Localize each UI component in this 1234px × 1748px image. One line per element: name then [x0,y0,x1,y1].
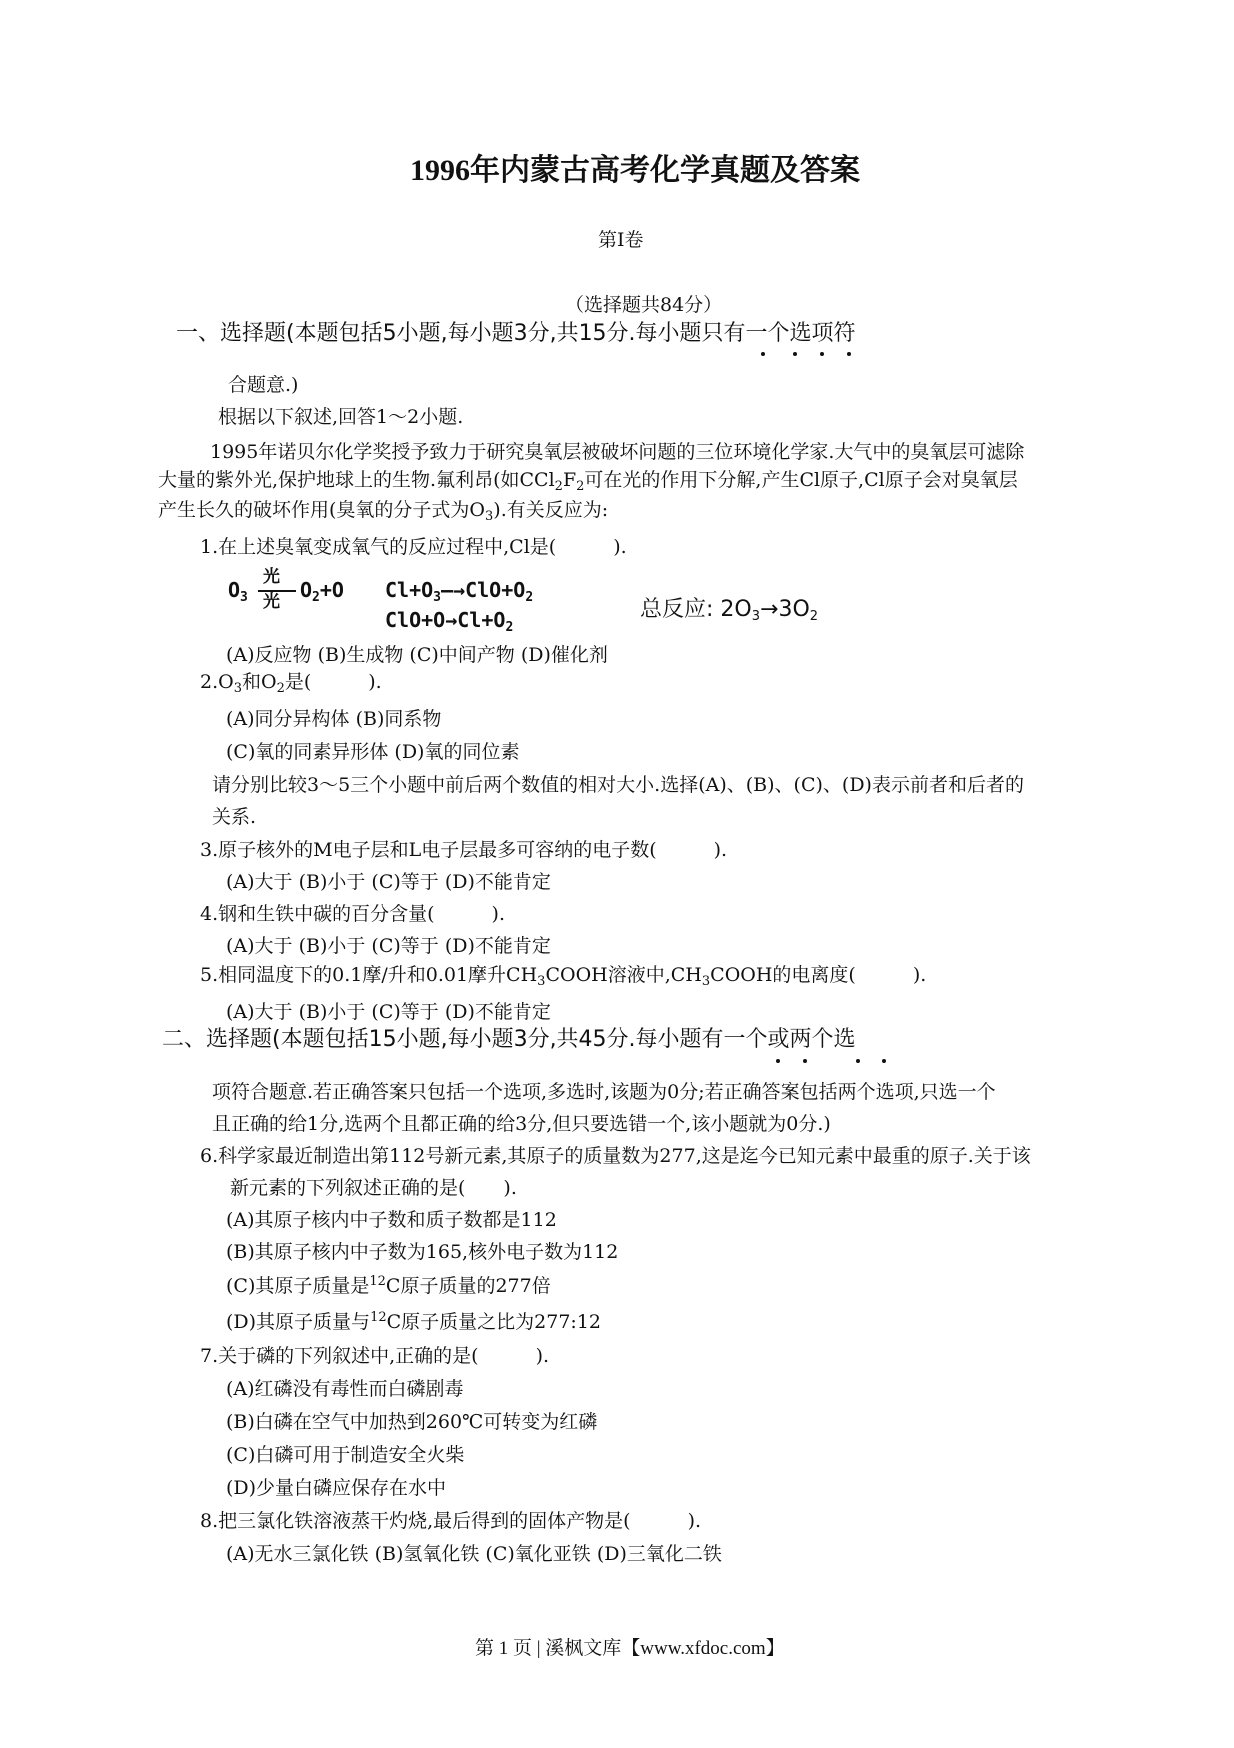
part-note: （选择题共84分） [565,294,723,316]
q6-option-a: (A)其原子核内中子数和质子数都是112 [226,1209,557,1231]
q7-option-d: (D)少量白磷应保存在水中 [226,1477,447,1499]
q4-stem: 4.钢和生铁中碳的百分含量( ). [200,903,505,925]
q6-stem-line-2: 新元素的下列叙述正确的是( ). [230,1177,517,1199]
q2-options-1: (A)同分异构体 (B)同系物 [226,708,442,730]
emphasis-dot [882,1059,886,1063]
equation-ozone-photolysis: $O_3$ [228,578,248,605]
equation-total: 总反应: $2O_3\to 3O_2$ [640,597,819,624]
q3-options: (A)大于 (B)小于 (C)等于 (D)不能肯定 [226,871,551,893]
compare-intro-line-1: 请分别比较3～5三个小题中前后两个数值的相对大小.选择(A)、(B)、(C)、(D)表示前者和后者的 [212,774,1024,796]
q7-option-c: (C)白磷可用于制造安全火柴 [226,1444,465,1466]
q5-stem: 5.相同温度下的0.1摩/升和0.01摩升$CH_3COOH$溶液中$,CH_3COOH$的电离度( ). [200,964,927,989]
volume-label: 第I卷 [598,229,644,251]
q7-stem: 7.关于磷的下列叙述中,正确的是( ). [200,1345,550,1367]
compare-intro-line-2: 关系. [212,806,257,828]
section2-heading: 二、选择题(本题包括15小题,每小题3分,共45分.每小题有一个或两个选 [162,1027,856,1052]
light-condition-top: 光 [263,567,280,587]
q6-option-d: (D)其原子质量与$^{12}$C原子质量之比为277:12 [226,1310,601,1333]
equation-ozone-products: $O_2+O$ [300,578,344,605]
emphasis-dot [776,1059,780,1063]
q4-options: (A)大于 (B)小于 (C)等于 (D)不能肯定 [226,935,551,957]
section2-cont-line-2: 且正确的给1分,选两个且都正确的给3分,但只要选错一个,该小题就为0分.) [212,1113,831,1135]
q6-stem-line-1: 6.科学家最近制造出第112号新元素,其原子的质量数为277,这是迄今已知元素中最重的原子.关于该 [200,1145,1031,1167]
emphasis-dot [856,1059,860,1063]
passage-line-3: 产生长久的破坏作用(臭氧的分子式为$O_3$).有关反应为: [158,499,609,524]
light-condition-bottom: 光 [263,592,280,612]
q7-option-b: (B)白磷在空气中加热到260℃可转变为红磷 [226,1411,598,1433]
q3-stem: 3.原子核外的M电子层和L电子层最多可容纳的电子数( ). [200,839,728,861]
section1-heading-cont: 合题意.) [228,374,299,396]
q7-option-a: (A)红磷没有毒性而白磷剧毒 [226,1378,464,1400]
page-title: 1996年内蒙古高考化学真题及答案 [410,154,860,187]
section2-cont-line-1: 项符合题意.若正确答案只包括一个选项,多选时,该题为0分;若正确答案包括两个选项,只选一个 [212,1081,996,1103]
q6-option-b: (B)其原子核内中子数为165,核外电子数为112 [226,1241,619,1263]
passage-line-1: 1995年诺贝尔化学奖授予致力于研究臭氧层被破坏问题的三位环境化学家.大气中的臭氧层可滤除 [210,441,1025,463]
q6-option-c: (C)其原子质量是$^{12}$C原子质量的277倍 [226,1274,551,1297]
emphasis-dot [847,352,851,356]
passage-line-2: 大量的紫外光,保护地球上的生物.氟利昂(如$CCl_2F_2$可在光的作用下分解,产生Cl原子,Cl原子会对臭氧层 [158,469,1018,494]
section1-heading: 一、选择题(本题包括5小题,每小题3分,共15分.每小题只有一个选项符 [176,321,856,346]
q5-options: (A)大于 (B)小于 (C)等于 (D)不能肯定 [226,1001,551,1023]
q8-stem: 8.把三氯化铁溶液蒸干灼烧,最后得到的固体产物是( ). [200,1510,702,1532]
emphasis-dot [793,352,797,356]
page-footer: 第 1 页 | 溪枫文库【www.xfdoc.com】 [475,1638,785,1659]
q8-options: (A)无水三氯化铁 (B)氢氧化铁 (C)氧化亚铁 (D)三氧化二铁 [226,1543,722,1565]
q2-stem: $2.O_3$和$O_2$是( ). [200,671,382,696]
section1-intro: 根据以下叙述,回答1～2小题. [218,406,464,428]
emphasis-dot [820,352,824,356]
equation-chlorine-ozone: $Cl+O_3—\to ClO+O_2$ [385,578,534,605]
equation-clo-oxygen: $ClO+O\to Cl+O_2$ [385,608,514,635]
q2-options-2: (C)氧的同素异形体 (D)氧的同位素 [226,741,520,763]
q1-options: (A)反应物 (B)生成物 (C)中间产物 (D)催化剂 [226,644,608,666]
emphasis-dot [761,352,765,356]
emphasis-dot [803,1059,807,1063]
q1-stem: 1.在上述臭氧变成氧气的反应过程中,Cl是( ). [200,536,627,558]
